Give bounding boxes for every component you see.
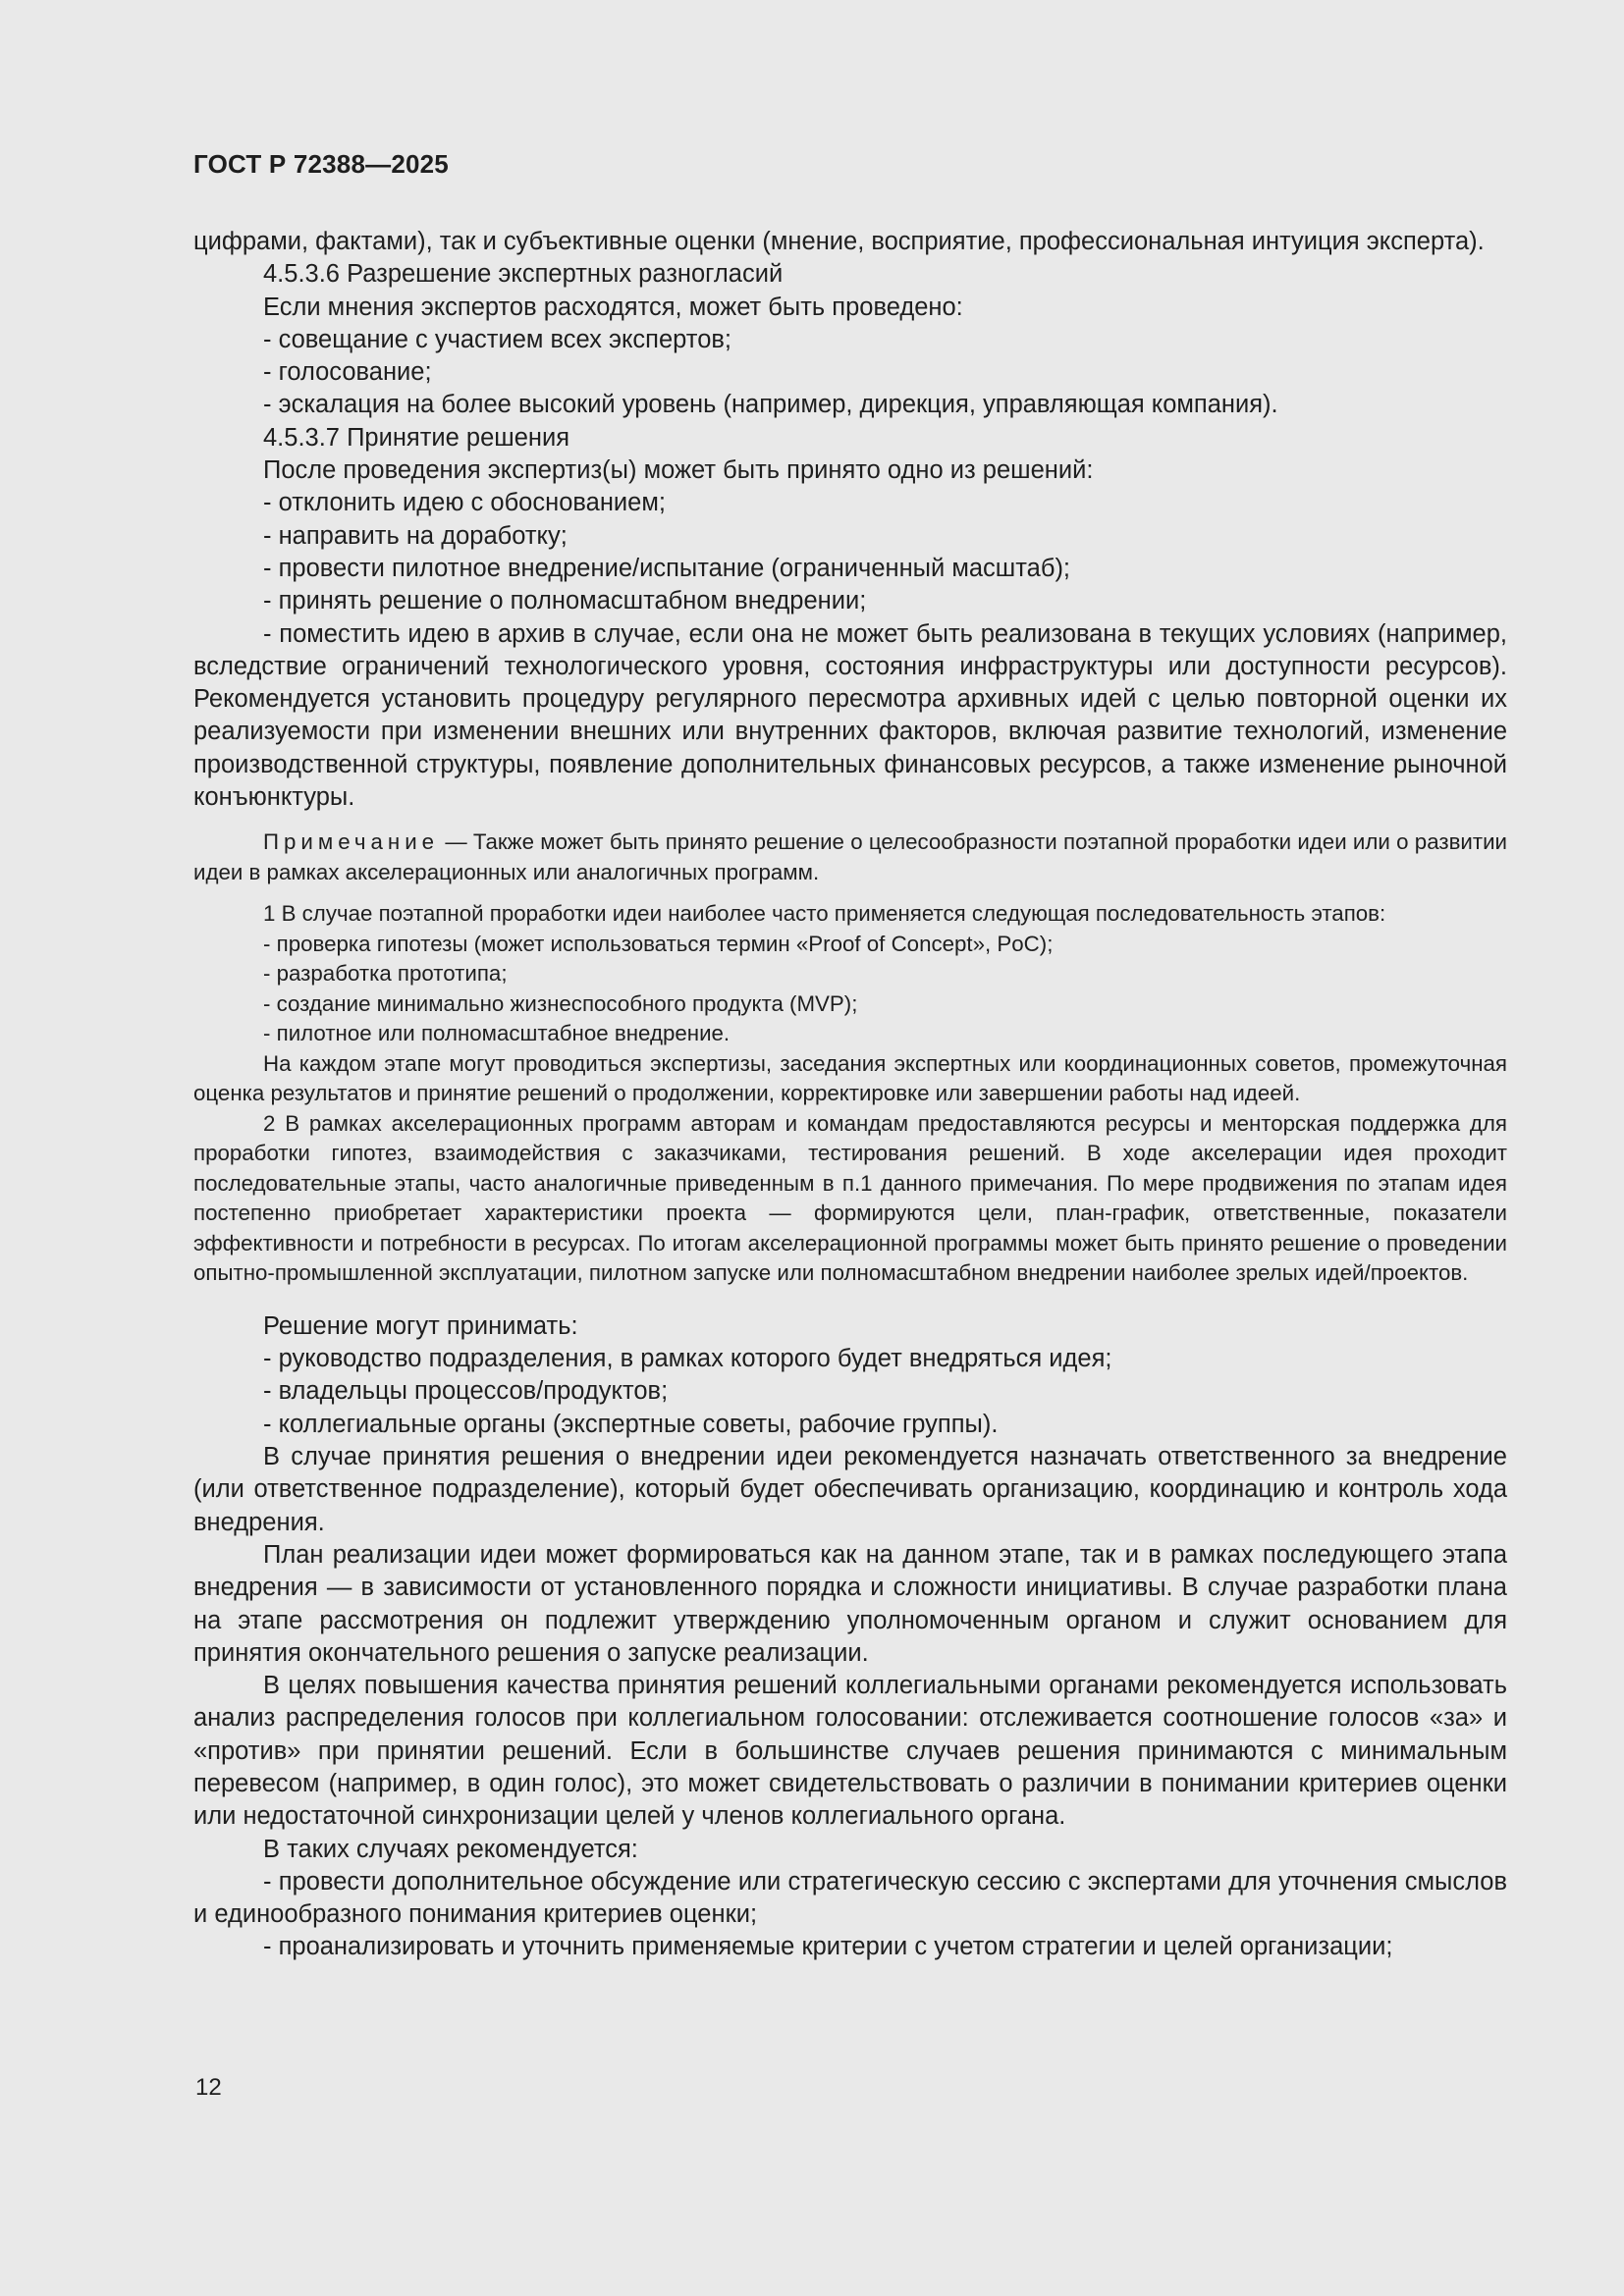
list-item: - направить на доработку;	[263, 521, 568, 550]
note-block	[193, 828, 1507, 1289]
list-item: - принять решение о полномасштабном внедрении;	[263, 587, 867, 615]
section-heading: 4.5.3.7 Принятие решения	[263, 423, 570, 452]
page-number: 12	[195, 2074, 222, 2101]
note-label: Примечание	[263, 829, 440, 855]
list-item: - совещание с участием всех экспертов;	[263, 325, 732, 353]
list-item: - руководство подразделения, в рамках которого будет внедряться идея;	[263, 1345, 1112, 1373]
paragraph: цифрами, фактами), так и субъективные оценки (мнение, восприятие, профессиональная интуиция эксперта).	[193, 228, 1485, 255]
paragraph: Решение могут принимать:	[263, 1311, 578, 1340]
note-paragraph: На каждом этапе могут проводиться экспертизы, заседания экспертных или координационных советов, промежуточная оценка результатов и принятие решений о продолжении, корректировке или завершении работы над идеей.	[193, 1050, 1507, 1106]
paragraph: В случае принятия решения о внедрении идеи рекомендуется назначать ответственного за внедрение (или ответственное подразделение), который будет обеспечивать организацию, координацию и контроль хода внедрения.	[193, 1443, 1507, 1536]
list-item: - провести дополнительное обсуждение или стратегическую сессию с экспертами для уточнения смыслов и единообразного понимания критериев оценки;	[193, 1867, 1507, 1929]
list-item: - эскалация на более высокий уровень (например, дирекция, управляющая компания).	[263, 391, 1278, 419]
paragraph: После проведения экспертиз(ы) может быть принято одно из решений:	[263, 456, 1094, 485]
list-item: - проанализировать и уточнить применяемые критерии с учетом стратегии и целей организации;	[263, 1933, 1393, 1961]
note-intro	[193, 828, 1507, 887]
paragraph: Если мнения экспертов расходятся, может быть проведено:	[263, 293, 963, 321]
paragraph: В целях повышения качества принятия решений коллегиальными органами рекомендуется использовать анализ распределения голосов при коллегиальном голосовании: отслеживается соотношение голосов «за» и «против» при принятии решений. Если в большинстве случаев решения принимаются с минимальным перевесом (например, в один голос), это может свидетельствовать о различии в понимании критериев оценки или недостаточной синхронизации целей у членов коллегиального органа.	[193, 1672, 1507, 1831]
list-item: - отклонить идею с обоснованием;	[263, 489, 666, 517]
note-list-item: - создание минимально жизнеспособного продукта (MVP);	[263, 990, 858, 1016]
list-item: - владельцы процессов/продуктов;	[263, 1377, 669, 1406]
list-item: - голосование;	[263, 358, 432, 387]
page-content	[193, 226, 1507, 1964]
paragraph: План реализации идеи может формироваться как на данном этапе, так и в рамках последующего этапа внедрения — в зависимости от установленного порядка и сложности инициативы. В случае разработки плана на этапе рассмотрения он подлежит утверждению уполномоченным органом и служит основанием для принятия окончательного решения о запуске реализации.	[193, 1540, 1507, 1667]
list-item: - поместить идею в архив в случае, если она не может быть реализована в текущих условиях (например, вследствие ограничений технологического уровня, состояния инфраструктуры или доступности ресурсов). Рекомендуется установить процедуру регулярного пересмотра архивных идей с целью повторной оценки их реализуемости при изменении внешних или внутренних факторов, включая развитие технологий, изменение производственной структуры, появление дополнительных финансовых ресурсов, а также изменение рыночной конъюнктуры.	[193, 619, 1507, 812]
note-list-item: - пилотное или полномасштабное внедрение.	[263, 1021, 731, 1046]
note-intro-text: — Также может быть принято решение о целесообразности поэтапной проработки идеи или о развитии идеи в рамках акселерационных или аналогичных программ.	[193, 829, 1507, 884]
note-list-item: - проверка гипотезы (может использоваться термин «Proof of Concept», PoC);	[263, 931, 1054, 956]
list-item: - коллегиальные органы (экспертные советы, рабочие группы).	[263, 1410, 999, 1438]
note-list-item: - разработка прототипа;	[263, 961, 508, 987]
paragraph: В таких случаях рекомендуется:	[263, 1835, 638, 1863]
list-item: - провести пилотное внедрение/испытание (ограниченный масштаб);	[263, 554, 1071, 582]
section-heading: 4.5.3.6 Разрешение экспертных разногласий	[263, 260, 784, 289]
document-header: ГОСТ Р 72388—2025	[193, 149, 449, 179]
note-item: 2 В рамках акселерационных программ авторам и командам предоставляются ресурсы и менторская поддержка для проработки гипотез, взаимодействия с заказчиками, тестирования решений. В ходе акселерации идея проходит последовательные этапы, часто аналогичные приведенным в п.1 данного примечания. По мере продвижения по этапам идея постепенно приобретает характеристики проекта — формируются цели, план-график, ответственные, показатели эффективности и потребности в ресурсах. По итогам акселерационной программы может быть принято решение о проведении опытно-промышленной эксплуатации, пилотном запуске или полномасштабном внедрении наиболее зрелых идей/проектов.	[193, 1110, 1507, 1286]
note-item: 1 В случае поэтапной проработки идеи наиболее часто применяется следующая последовательность этапов:	[263, 901, 1386, 927]
